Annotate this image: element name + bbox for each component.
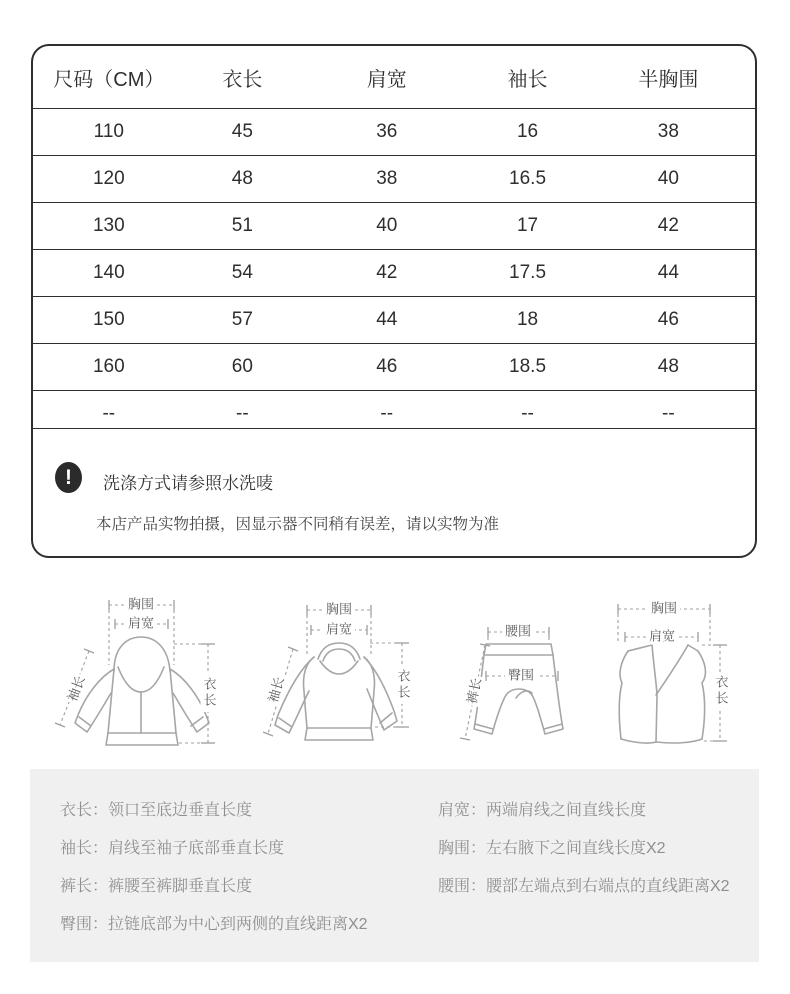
size-cell: 44: [582, 250, 755, 297]
table-row: [33, 156, 755, 203]
definition-shoulder-width: 肩宽：两端肩线之间直线长度: [438, 802, 647, 819]
size-cell: 48: [185, 156, 301, 203]
garment-length-label: 衣长: [201, 674, 216, 712]
waist-girth-label: 腰围: [502, 625, 534, 640]
size-cell: 42: [300, 250, 473, 297]
size-cell: 45: [185, 109, 301, 156]
definitions-panel: [30, 769, 759, 962]
chest-girth-label: 胸围: [323, 603, 355, 618]
table-row: [33, 109, 755, 156]
table-row: [33, 297, 755, 344]
size-table: [33, 46, 755, 437]
garment-length-label: 衣长: [713, 672, 728, 710]
sleeve-length-label: 袖长: [65, 672, 90, 705]
column-header-size: 尺码（CM）: [53, 68, 165, 91]
header-row: [33, 46, 755, 109]
definitions-right-column: [438, 792, 730, 906]
size-cell: --: [33, 391, 185, 438]
definitions-left-column: [60, 792, 368, 944]
sweatshirt-diagram: [246, 585, 424, 763]
size-cell: 60: [185, 344, 301, 391]
definition-pants-length: 裤长：裤腰至裤脚垂直长度: [60, 878, 253, 895]
size-cell: 16: [473, 109, 581, 156]
garment-length-label: 衣长: [395, 666, 410, 704]
size-cell: 46: [300, 344, 473, 391]
notice-washing-text: 洗涤方式请参照水洗唛: [103, 474, 273, 493]
size-cell: 57: [185, 297, 301, 344]
size-cell: --: [300, 391, 473, 438]
column-header-half-chest: 半胸围: [638, 68, 699, 91]
size-cell: 130: [33, 203, 185, 250]
definition-garment-length: 衣长：领口至底边垂直长度: [60, 802, 253, 819]
size-cell: 46: [582, 297, 755, 344]
exclamation-icon: !: [55, 462, 82, 493]
hip-girth-label: 臀围: [505, 669, 537, 684]
hoodie-diagram: [52, 585, 230, 763]
definition-hip-girth: 臀围：拉链底部为中心到两侧的直线距离X2: [60, 916, 368, 933]
shoulder-width-label: 肩宽: [323, 623, 355, 638]
size-cell: 120: [33, 156, 185, 203]
definition-chest-girth: 胸围：左右腋下之间直线长度X2: [438, 840, 666, 857]
definition-sleeve-length: 袖长：肩线至袖子底部垂直长度: [60, 840, 285, 857]
size-cell: 160: [33, 344, 185, 391]
definition-waist-girth: 腰围：腰部左端点到右端点的直线距离X2: [438, 878, 730, 895]
sleeve-length-label: 袖长: [266, 674, 289, 707]
column-header-sleeve: 袖长: [507, 68, 548, 91]
size-cell: 16.5: [473, 156, 581, 203]
size-cell: 38: [582, 109, 755, 156]
column-header-garment-length: 衣长: [222, 68, 263, 91]
notice-disclaimer-text: 本店产品实物拍摄，因显示器不同稍有误差，请以实物为准: [96, 516, 500, 533]
size-cell: 40: [300, 203, 473, 250]
shoulder-width-label: 肩宽: [646, 630, 678, 645]
size-cell: --: [582, 391, 755, 438]
size-cell: 150: [33, 297, 185, 344]
vest-line-art: [594, 585, 772, 763]
size-cell: --: [473, 391, 581, 438]
size-cell: 36: [300, 109, 473, 156]
pants-length-label: 裤长: [465, 675, 486, 707]
size-cell: 40: [582, 156, 755, 203]
table-row: [33, 344, 755, 391]
size-cell: 51: [185, 203, 301, 250]
shoulder-width-label: 肩宽: [125, 617, 157, 632]
notice-section: [33, 428, 755, 556]
size-cell: 140: [33, 250, 185, 297]
size-cell: 44: [300, 297, 473, 344]
table-row: [33, 203, 755, 250]
size-cell: 18: [473, 297, 581, 344]
size-cell: 17: [473, 203, 581, 250]
size-cell: 42: [582, 203, 755, 250]
size-cell: --: [185, 391, 301, 438]
column-header-shoulder: 肩宽: [366, 68, 407, 91]
size-cell: 110: [33, 109, 185, 156]
size-cell: 54: [185, 250, 301, 297]
size-table-panel: [31, 44, 757, 558]
chest-girth-label: 胸围: [125, 598, 157, 613]
table-row: [33, 250, 755, 297]
chest-girth-label: 胸围: [648, 602, 680, 617]
size-cell: 18.5: [473, 344, 581, 391]
pants-diagram: [436, 585, 614, 763]
vest-diagram: [594, 585, 772, 763]
size-cell: 38: [300, 156, 473, 203]
size-cell: 17.5: [473, 250, 581, 297]
size-cell: 48: [582, 344, 755, 391]
